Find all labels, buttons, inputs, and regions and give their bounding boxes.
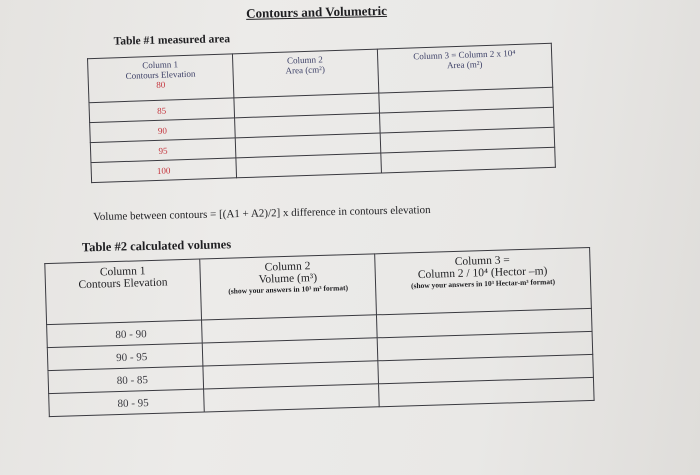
header-cell-col1 [88, 54, 234, 103]
table-cell-elevation: 85 [89, 98, 234, 123]
table1-caption: Table #1 measured area [113, 33, 231, 48]
header-line: Contours Elevation [125, 68, 196, 81]
header-note: (show your answers in 10³ Hectar-m³ format) [410, 277, 556, 291]
header-line: Column 1 [142, 59, 179, 71]
header-line: Column 2 / 10⁴ (Hector –m) [417, 265, 548, 282]
header-cell-col1 [45, 259, 202, 325]
elevation-range: 80 - 95 [117, 397, 149, 411]
header-cell-col2 [232, 49, 378, 98]
table-cell-elevation: 80 [156, 79, 166, 90]
header-cell-col3 [374, 247, 591, 314]
header-note: (show your answers in 10³ m³ format) [228, 283, 349, 296]
calculated-volumes-table [44, 247, 594, 417]
header-line: Column 3 = [454, 254, 511, 268]
header-cell-col2 [200, 254, 376, 320]
page-title: Contours and Volumetric [245, 2, 388, 21]
elevation-range: 80 - 90 [115, 328, 147, 342]
elevation-range: 90 - 95 [115, 351, 148, 365]
header-line: Contours Elevation [78, 276, 168, 292]
table-cell-elevation: 95 [90, 138, 235, 163]
header-line: Area (m²) [446, 59, 483, 71]
header-cell-col3 [377, 43, 553, 93]
header-line: Area (cm²) [285, 64, 326, 76]
header-line: Column 1 [99, 265, 146, 279]
header-line: Volume (m³) [258, 272, 318, 286]
header-line: Column 2 [264, 260, 311, 274]
elevation-range: 80 - 85 [116, 374, 149, 388]
table-cell-empty[interactable] [236, 153, 381, 178]
table2-caption: Table #2 calculated volumes [81, 237, 232, 255]
table-cell-elevation [49, 389, 205, 417]
table-cell-elevation: 90 [90, 118, 235, 143]
volume-formula: Volume between contours = [(A1 + A2)/2] x difference in contours elevation [93, 204, 431, 224]
header-line: Column 2 [286, 54, 323, 66]
header-line: Column 3 = Column 2 x 10⁴ [413, 48, 516, 62]
measured-area-table [87, 43, 556, 183]
table-cell-empty[interactable] [204, 384, 379, 412]
table-cell-empty[interactable] [378, 377, 594, 406]
table-cell-elevation: 100 [91, 158, 236, 183]
